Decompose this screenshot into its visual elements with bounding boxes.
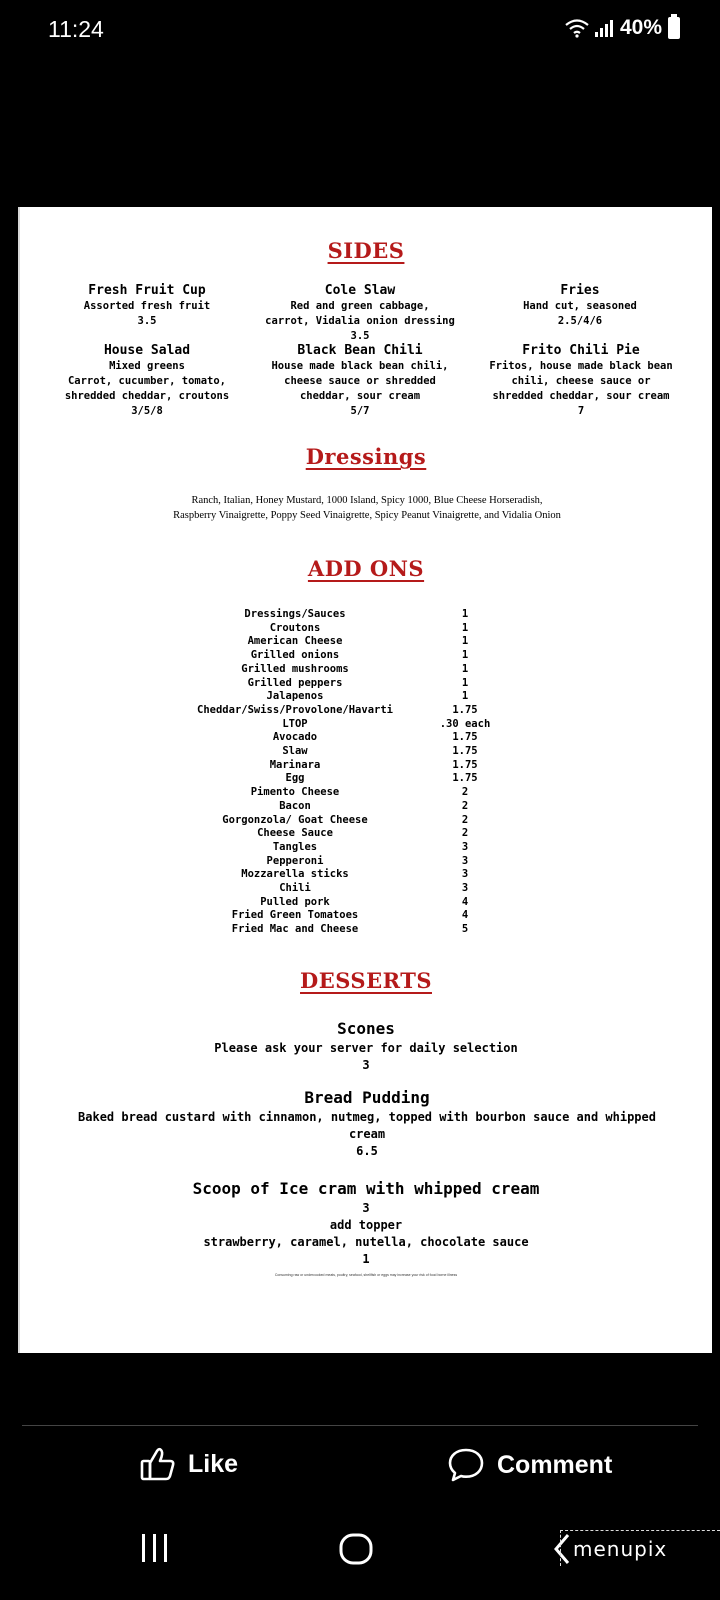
battery-percent: 40% bbox=[619, 16, 662, 39]
addon-name: Cheese Sauce bbox=[257, 827, 333, 840]
addon-row bbox=[20, 772, 712, 786]
side-item-price: 3.5 bbox=[137, 315, 157, 327]
side-item-name: Cole Slaw bbox=[324, 283, 396, 298]
addon-price: .30 each bbox=[439, 717, 491, 730]
side-item-name: Black Bean Chili bbox=[297, 343, 423, 358]
addon-price: 1 bbox=[461, 649, 469, 662]
addon-row bbox=[20, 718, 712, 732]
dessert-desc: Please ask your server for daily selection bbox=[214, 1041, 518, 1055]
side-item-desc: Hand cut, seasoned bbox=[523, 300, 637, 312]
like-label: Like bbox=[188, 1449, 239, 1478]
side-item-price: 5/7 bbox=[350, 405, 370, 417]
addon-price: 1.75 bbox=[452, 703, 478, 716]
dressings-title: Dressings bbox=[305, 444, 427, 469]
addon-name: LTOP bbox=[282, 717, 308, 730]
addon-row bbox=[20, 759, 712, 773]
home-button[interactable] bbox=[338, 1532, 376, 1570]
addon-name: Grilled mushrooms bbox=[241, 662, 349, 675]
dessert-name: Scones bbox=[337, 1019, 395, 1038]
addon-name: Bacon bbox=[279, 799, 311, 812]
addon-row bbox=[20, 923, 712, 937]
addon-row bbox=[20, 882, 712, 896]
addons-title: ADD ONS bbox=[307, 556, 425, 581]
side-item bbox=[42, 283, 252, 329]
comment-icon bbox=[447, 1447, 485, 1483]
desserts-title: DESSERTS bbox=[300, 968, 432, 993]
addon-name: Croutons bbox=[269, 621, 321, 634]
addon-name: Fried Mac and Cheese bbox=[231, 923, 359, 936]
side-item-name: Fresh Fruit Cup bbox=[88, 283, 206, 298]
status-bar bbox=[0, 0, 720, 62]
addon-price: 1 bbox=[461, 635, 469, 648]
side-item-price: 7 bbox=[577, 405, 585, 417]
side-item bbox=[480, 283, 680, 329]
side-item-price: 3/5/8 bbox=[131, 405, 163, 417]
addon-name: Gorgonzola/ Goat Cheese bbox=[222, 813, 368, 826]
addon-price: 1 bbox=[461, 662, 469, 675]
addon-row bbox=[20, 608, 712, 622]
addon-price: 1.75 bbox=[452, 772, 478, 785]
side-item-desc: cheese sauce or shredded bbox=[284, 375, 436, 387]
addon-name: Pepperoni bbox=[266, 854, 324, 867]
side-item-desc: Fritos, house made black bean bbox=[489, 360, 673, 372]
dessert-price: 3 bbox=[362, 1201, 370, 1215]
dessert-item bbox=[36, 1087, 698, 1160]
sides-title: SIDES bbox=[327, 238, 405, 263]
addon-price: 1 bbox=[461, 676, 469, 689]
addon-name: Avocado bbox=[272, 731, 318, 744]
side-item-name: Fries bbox=[560, 283, 600, 298]
addon-price: 1 bbox=[461, 690, 469, 703]
side-item-desc: cheddar, sour cream bbox=[299, 390, 421, 402]
addon-name: Cheddar/Swiss/Provolone/Havarti bbox=[197, 703, 393, 716]
addon-price: 3 bbox=[461, 840, 469, 853]
dessert-item bbox=[20, 1178, 712, 1268]
addon-price: 2 bbox=[461, 799, 469, 812]
side-item-desc: Mixed greens bbox=[109, 360, 185, 372]
addon-row bbox=[20, 855, 712, 869]
addon-price: 1 bbox=[461, 621, 469, 634]
side-item-desc: carrot, Vidalia onion dressing bbox=[265, 315, 455, 327]
dessert-desc: cream bbox=[348, 1127, 386, 1141]
addon-row bbox=[20, 827, 712, 841]
dessert-name: Scoop of Ice cram with whipped cream bbox=[192, 1179, 540, 1198]
dessert-name: Bread Pudding bbox=[304, 1088, 430, 1107]
addon-name: Pimento Cheese bbox=[250, 786, 340, 799]
dressings-line: Raspberry Vinaigrette, Poppy Seed Vinaigrette, Spicy Peanut Vinaigrette, and Vidalia Onion bbox=[173, 510, 561, 521]
side-item-name: Frito Chili Pie bbox=[522, 343, 640, 358]
addon-row bbox=[20, 622, 712, 636]
addon-row bbox=[20, 731, 712, 745]
addon-row bbox=[20, 896, 712, 910]
addon-row bbox=[20, 909, 712, 923]
dessert-price: 6.5 bbox=[356, 1144, 378, 1158]
side-item bbox=[472, 343, 690, 419]
food-safety-notice: Consuming raw or undercooked meats, poultry, seafood, shellfish or eggs may increase your risk of food borne illness bbox=[274, 1273, 458, 1277]
action-divider bbox=[22, 1425, 698, 1426]
addon-name: American Cheese bbox=[247, 635, 343, 648]
side-item-desc: Assorted fresh fruit bbox=[83, 300, 211, 312]
dressings-list bbox=[60, 493, 674, 523]
addon-row bbox=[20, 690, 712, 704]
addon-row bbox=[20, 649, 712, 663]
addon-price: 3 bbox=[461, 854, 469, 867]
addon-row bbox=[20, 663, 712, 677]
dessert-desc: Baked bread custard with cinnamon, nutmeg, topped with bourbon sauce and whipped bbox=[78, 1110, 656, 1124]
status-indicators bbox=[564, 16, 680, 40]
addon-price: 2 bbox=[461, 786, 469, 799]
dressings-line: Ranch, Italian, Honey Mustard, 1000 Island, Spicy 1000, Blue Cheese Horseradish, bbox=[191, 495, 543, 506]
status-time: 11:24 bbox=[48, 16, 104, 42]
addon-row bbox=[20, 635, 712, 649]
addon-name: Jalapenos bbox=[266, 690, 324, 703]
addon-row bbox=[20, 745, 712, 759]
addon-name: Grilled peppers bbox=[247, 676, 343, 689]
home-icon bbox=[338, 1532, 376, 1566]
side-item-desc: House made black bean chili, bbox=[271, 360, 449, 372]
dessert-item bbox=[20, 1018, 712, 1074]
addon-price: 2 bbox=[461, 827, 469, 840]
dessert-topper-label: add topper bbox=[329, 1218, 403, 1232]
thumbs-up-icon bbox=[140, 1447, 176, 1481]
addon-row bbox=[20, 800, 712, 814]
battery-icon bbox=[668, 17, 680, 39]
like-button[interactable] bbox=[140, 1447, 238, 1481]
side-item bbox=[250, 283, 470, 344]
side-item-price: 3.5 bbox=[350, 330, 370, 342]
addon-price: 3 bbox=[461, 868, 469, 881]
comment-button[interactable] bbox=[447, 1447, 612, 1483]
addon-price: 5 bbox=[461, 923, 469, 936]
addon-name: Tangles bbox=[272, 840, 318, 853]
addon-row bbox=[20, 814, 712, 828]
addon-name: Marinara bbox=[269, 758, 321, 771]
side-item-name: House Salad bbox=[103, 343, 191, 358]
addon-name: Slaw bbox=[282, 745, 308, 757]
recents-button[interactable] bbox=[138, 1532, 172, 1568]
addon-name: Chili bbox=[279, 882, 311, 894]
addon-row bbox=[20, 841, 712, 855]
addon-price: 4 bbox=[461, 895, 469, 908]
side-item-desc: Carrot, cucumber, tomato, bbox=[67, 375, 227, 387]
side-item-desc: Red and green cabbage, bbox=[290, 300, 430, 312]
wifi-icon bbox=[564, 18, 590, 38]
comment-label: Comment bbox=[497, 1450, 613, 1479]
addon-price: 4 bbox=[461, 909, 469, 922]
side-item-desc: chili, cheese sauce or bbox=[511, 375, 651, 387]
dessert-price: 3 bbox=[362, 1058, 370, 1072]
addon-name: Mozzarella sticks bbox=[241, 868, 349, 881]
dessert-toppers: strawberry, caramel, nutella, chocolate sauce bbox=[203, 1235, 529, 1249]
addon-row bbox=[20, 868, 712, 882]
addon-price: 2 bbox=[461, 813, 469, 826]
addon-price: 1.75 bbox=[452, 731, 478, 744]
side-item-desc: shredded cheddar, sour cream bbox=[492, 390, 670, 402]
addon-price: 1 bbox=[461, 608, 469, 620]
addon-row bbox=[20, 786, 712, 800]
menu-image[interactable] bbox=[18, 207, 712, 1353]
side-item-desc: shredded cheddar, croutons bbox=[64, 390, 230, 402]
addon-row bbox=[20, 704, 712, 718]
addon-name: Dressings/Sauces bbox=[244, 608, 346, 620]
addon-price: 1.75 bbox=[452, 745, 478, 757]
addon-name: Egg bbox=[285, 772, 305, 785]
addon-price: 3 bbox=[461, 882, 469, 894]
addon-name: Pulled pork bbox=[260, 895, 330, 908]
addon-row bbox=[20, 677, 712, 691]
addon-price: 1.75 bbox=[452, 758, 478, 771]
dessert-topper-price: 1 bbox=[362, 1252, 370, 1266]
signal-icon bbox=[594, 19, 614, 37]
watermark: menupix bbox=[560, 1530, 720, 1566]
side-item-price: 2.5/4/6 bbox=[557, 315, 603, 327]
side-item bbox=[250, 343, 470, 419]
addon-name: Fried Green Tomatoes bbox=[231, 909, 359, 922]
addon-name: Grilled onions bbox=[250, 649, 340, 662]
recents-icon bbox=[138, 1532, 172, 1564]
side-item bbox=[42, 343, 252, 419]
status-icons bbox=[564, 18, 614, 38]
